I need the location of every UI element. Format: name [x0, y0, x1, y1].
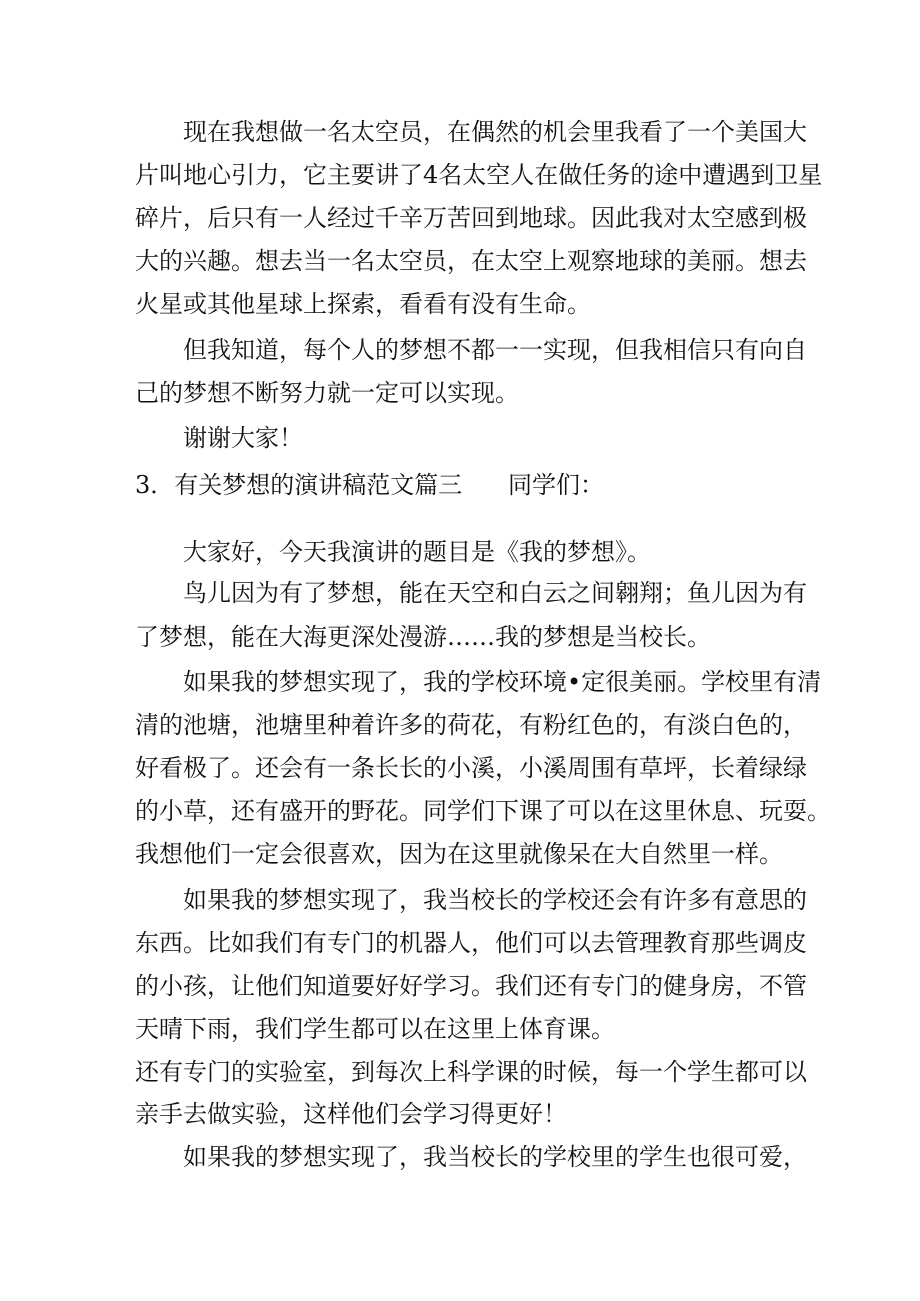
text-line: 好看极了。还会有一条长长的小溪，小溪周围有草坪，长着绿绿	[135, 754, 807, 782]
text-line: 我想他们一定会很喜欢，因为在这里就像呆在大自然里一样。	[135, 840, 783, 868]
text-line: 的小草，还有盛开的野花。同学们下课了可以在这里休息、玩耍。	[135, 797, 831, 825]
text-line: 如果我的梦想实现了，我当校长的学校还会有许多有意思的	[183, 886, 807, 914]
text-line: 大家好，今天我演讲的题目是《我的梦想》。	[183, 538, 651, 566]
section-heading: 3．有关梦想的演讲稿范文篇三	[135, 471, 463, 499]
text-line: 亲手去做实验，这样他们会学习得更好！	[135, 1100, 567, 1128]
text-line: 的小孩，让他们知道要好好学习。我们还有专门的健身房，不管	[135, 972, 807, 1000]
text-line: 碎片，后只有一人经过千辛万苦回到地球。因此我对太空感到极	[135, 204, 807, 232]
text-line: 现在我想做一名太空员，在偶然的机会里我看了一个美国大	[183, 118, 807, 146]
text-line: 谢谢大家！	[183, 424, 303, 452]
text-line: 火星或其他星球上探索，看看有没有生命。	[135, 290, 591, 318]
text-line: 但我知道，每个人的梦想不都一一实现，但我相信只有向自	[183, 336, 807, 364]
text-line: 天晴下雨，我们学生都可以在这里上体育课。	[135, 1015, 615, 1043]
text-line: 片叫地心引力，它主要讲了4名太空人在做任务的途中遭遇到卫星	[135, 161, 823, 189]
text-line: 大的兴趣。想去当一名太空员，在太空上观察地球的美丽。想去	[135, 247, 807, 275]
text-line: 如果我的梦想实现了，我的学校环境•定很美丽。学校里有清	[183, 668, 822, 696]
text-line: 东西。比如我们有专门的机器人，他们可以去管理教育那些调皮	[135, 929, 807, 957]
text-line: 了梦想，能在大海更深处漫游……我的梦想是当校长。	[135, 623, 711, 651]
text-line: 清的池塘，池塘里种着许多的荷花，有粉红色的，有淡白色的，	[135, 711, 807, 739]
text-line: 还有专门的实验室，到每次上科学课的时候，每一个学生都可以	[135, 1058, 807, 1086]
text-line: 鸟儿因为有了梦想，能在天空和白云之间翱翔；鱼儿因为有	[183, 579, 807, 607]
text-line: 如果我的梦想实现了，我当校长的学校里的学生也很可爱，	[183, 1143, 807, 1171]
text-line: 己的梦想不断努力就一定可以实现。	[135, 379, 519, 407]
salutation: 同学们：	[508, 471, 604, 499]
